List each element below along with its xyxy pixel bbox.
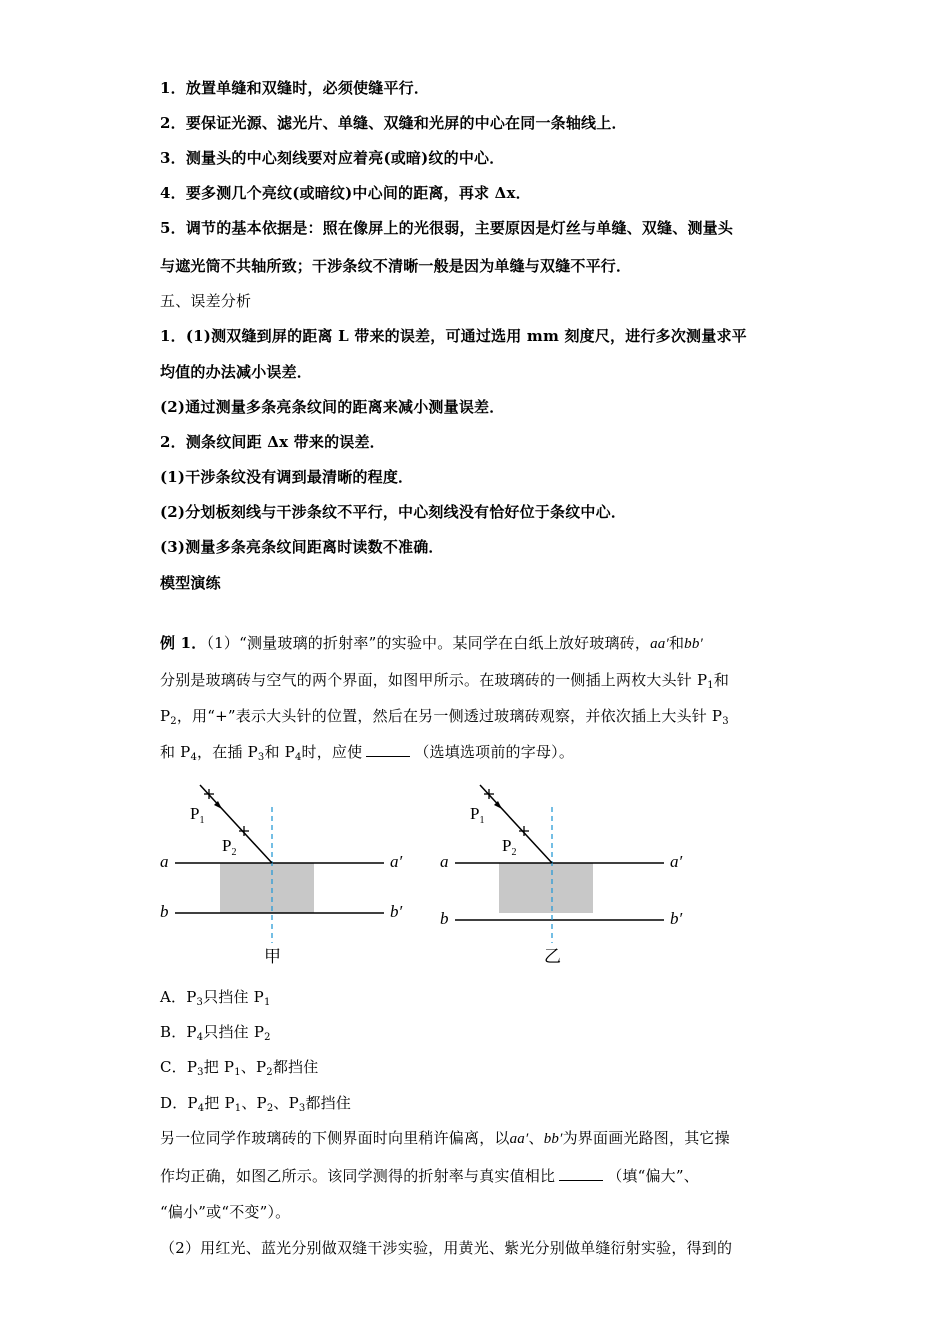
text: 、P — [273, 1094, 299, 1112]
interface-aa: aa′ — [650, 636, 669, 652]
label-b: b — [440, 909, 449, 928]
text: （选填选项前的字母）。 — [414, 743, 575, 761]
text: A．P — [160, 988, 197, 1006]
answer-blank-2[interactable] — [559, 1166, 603, 1181]
interface-bb: bb′ — [543, 1131, 563, 1147]
text: 和 P — [264, 743, 295, 761]
subscript: 4 — [197, 1103, 205, 1114]
note-5-cont: 与遮光筒不共轴所致；干涉条纹不清晰一般是因为单缝与双缝不平行． — [160, 257, 632, 275]
subscript: 4 — [294, 752, 302, 763]
text: B．P — [160, 1023, 197, 1041]
option-d[interactable] — [160, 1093, 351, 1113]
followup-line-4: （2）用红光、蓝光分别做双缝干涉实验，用黄光、紫光分别做单缝衍射实验，得到的 — [160, 1239, 733, 1257]
subscript: 1 — [234, 1067, 241, 1078]
text: 另一位同学作玻璃砖的下侧界面时向里稍许偏离，以 — [160, 1129, 510, 1147]
glass-block — [499, 863, 593, 913]
pin-p2-icon — [519, 826, 529, 836]
label-p2: $P_2$ — [502, 836, 517, 858]
caption-jia: 甲 — [264, 947, 281, 966]
option-a[interactable] — [160, 987, 271, 1007]
text: 分别是玻璃砖与空气的两个界面，如图甲所示。在玻璃砖的一侧插上两枚大头针 P — [160, 671, 708, 689]
text: 都挡住 — [305, 1094, 352, 1112]
text: 只挡住 P — [203, 988, 264, 1006]
note-2: 2．要保证光源、滤光片、单缝、双缝和光屏的中心在同一条轴线上． — [160, 114, 627, 132]
label-a: a — [160, 852, 169, 871]
text: D．P — [160, 1094, 198, 1112]
text: 为界面画光路图，其它操 — [562, 1129, 730, 1147]
note-1: 1．放置单缝和双缝时，必须使缝平行． — [160, 79, 430, 97]
example-label: 例 1． — [160, 634, 207, 652]
option-b[interactable] — [160, 1022, 271, 1042]
error-1-2: (2)通过测量多条亮条纹间的距离来减小测量误差． — [160, 398, 505, 416]
refraction-figure — [150, 775, 710, 975]
subscript: 4 — [196, 1032, 204, 1043]
text: 和 P — [160, 743, 191, 761]
label-b-prime: b′ — [390, 902, 403, 921]
glass-block — [220, 863, 314, 913]
subscript: 3 — [197, 1067, 204, 1078]
text: P — [160, 707, 171, 725]
label-p2: $P_2$ — [222, 836, 237, 858]
pin-p2-icon — [239, 826, 249, 836]
error-2-3: (3)测量多条亮条纹间距离时读数不准确． — [160, 538, 444, 556]
subscript: 2 — [266, 1103, 274, 1114]
answer-blank-1[interactable] — [366, 742, 410, 757]
example-line-1 — [160, 633, 703, 654]
example-text: （1）“测量玻璃的折射率”的实验中。某同学在白纸上放好玻璃砖， — [206, 634, 651, 652]
followup-line-3: “偏小”或“不变”）。 — [160, 1203, 291, 1221]
text: 都挡住 — [272, 1058, 319, 1076]
interface-aa: aa′ — [509, 1131, 529, 1147]
section-heading-error: 五、误差分析 — [160, 292, 252, 310]
conj: 和 — [668, 634, 685, 652]
label-p1: $P_1$ — [190, 804, 205, 826]
text: （填“偏大”、 — [607, 1167, 699, 1185]
label-a-prime: a′ — [390, 852, 403, 871]
note-4: 4．要多测几个亮纹(或暗纹)中心间的距离，再求 Δx． — [160, 184, 531, 202]
followup-line-1 — [160, 1128, 730, 1149]
text: 只挡住 P — [203, 1023, 265, 1041]
label-a-prime: a′ — [670, 852, 683, 871]
text: 时，应使 — [301, 743, 363, 761]
practice-heading: 模型演练 — [160, 574, 221, 592]
error-2-1: (1)干涉条纹没有调到最清晰的程度． — [160, 468, 414, 486]
subscript: 2 — [170, 716, 177, 727]
caption-yi: 乙 — [544, 947, 561, 966]
subscript: 1 — [707, 680, 714, 691]
figure-yi — [440, 785, 683, 966]
label-b-prime: b′ — [670, 909, 683, 928]
figure-jia — [160, 785, 403, 966]
subscript: 3 — [196, 997, 204, 1008]
label-a: a — [440, 852, 449, 871]
subscript: 3 — [257, 752, 265, 763]
text: 把 P — [204, 1094, 235, 1112]
followup-line-2 — [160, 1166, 699, 1186]
text: 把 P — [203, 1058, 235, 1076]
text: C．P — [160, 1058, 198, 1076]
label-p1: $P_1$ — [470, 804, 485, 826]
subscript: 1 — [234, 1103, 242, 1114]
text: 、P — [241, 1094, 267, 1112]
text: 和 — [713, 671, 730, 689]
text: 、P — [240, 1058, 267, 1076]
interface-bb: bb′ — [684, 636, 704, 652]
subscript: 3 — [722, 716, 729, 727]
subscript: 2 — [266, 1067, 273, 1078]
text: 作均正确，如图乙所示。该同学测得的折射率与真实值相比 — [160, 1167, 556, 1185]
subscript: 3 — [298, 1103, 306, 1114]
error-2-2: (2)分划板刻线与干涉条纹不平行，中心刻线没有恰好位于条纹中心． — [160, 503, 627, 521]
text: ，用“+”表示大头针的位置，然后在另一侧透过玻璃砖观察，并依次插上大头针 P — [176, 707, 723, 725]
note-5: 5．调节的基本依据是：照在像屏上的光很弱，主要原因是灯丝与单缝、双缝、测量头 — [160, 219, 734, 237]
subscript: 4 — [190, 752, 198, 763]
text: 、 — [528, 1129, 544, 1147]
error-2: 2．测条纹间距 Δx 带来的误差． — [160, 433, 385, 451]
subscript: 2 — [264, 1032, 271, 1043]
example-line-3 — [160, 706, 729, 726]
label-b: b — [160, 902, 169, 921]
option-c[interactable] — [160, 1057, 318, 1077]
error-1: 1．(1)测双缝到屏的距离 L 带来的误差，可通过选用 mm 刻度尺，进行多次测量求平 — [160, 327, 747, 345]
error-1-cont: 均值的办法减小误差． — [160, 363, 313, 381]
text: ，在插 P — [197, 743, 258, 761]
note-3: 3．测量头的中心刻线要对应着亮(或暗)纹的中心． — [160, 149, 505, 167]
example-line-2 — [160, 670, 729, 690]
example-line-4 — [160, 742, 574, 762]
subscript: 1 — [263, 997, 271, 1008]
